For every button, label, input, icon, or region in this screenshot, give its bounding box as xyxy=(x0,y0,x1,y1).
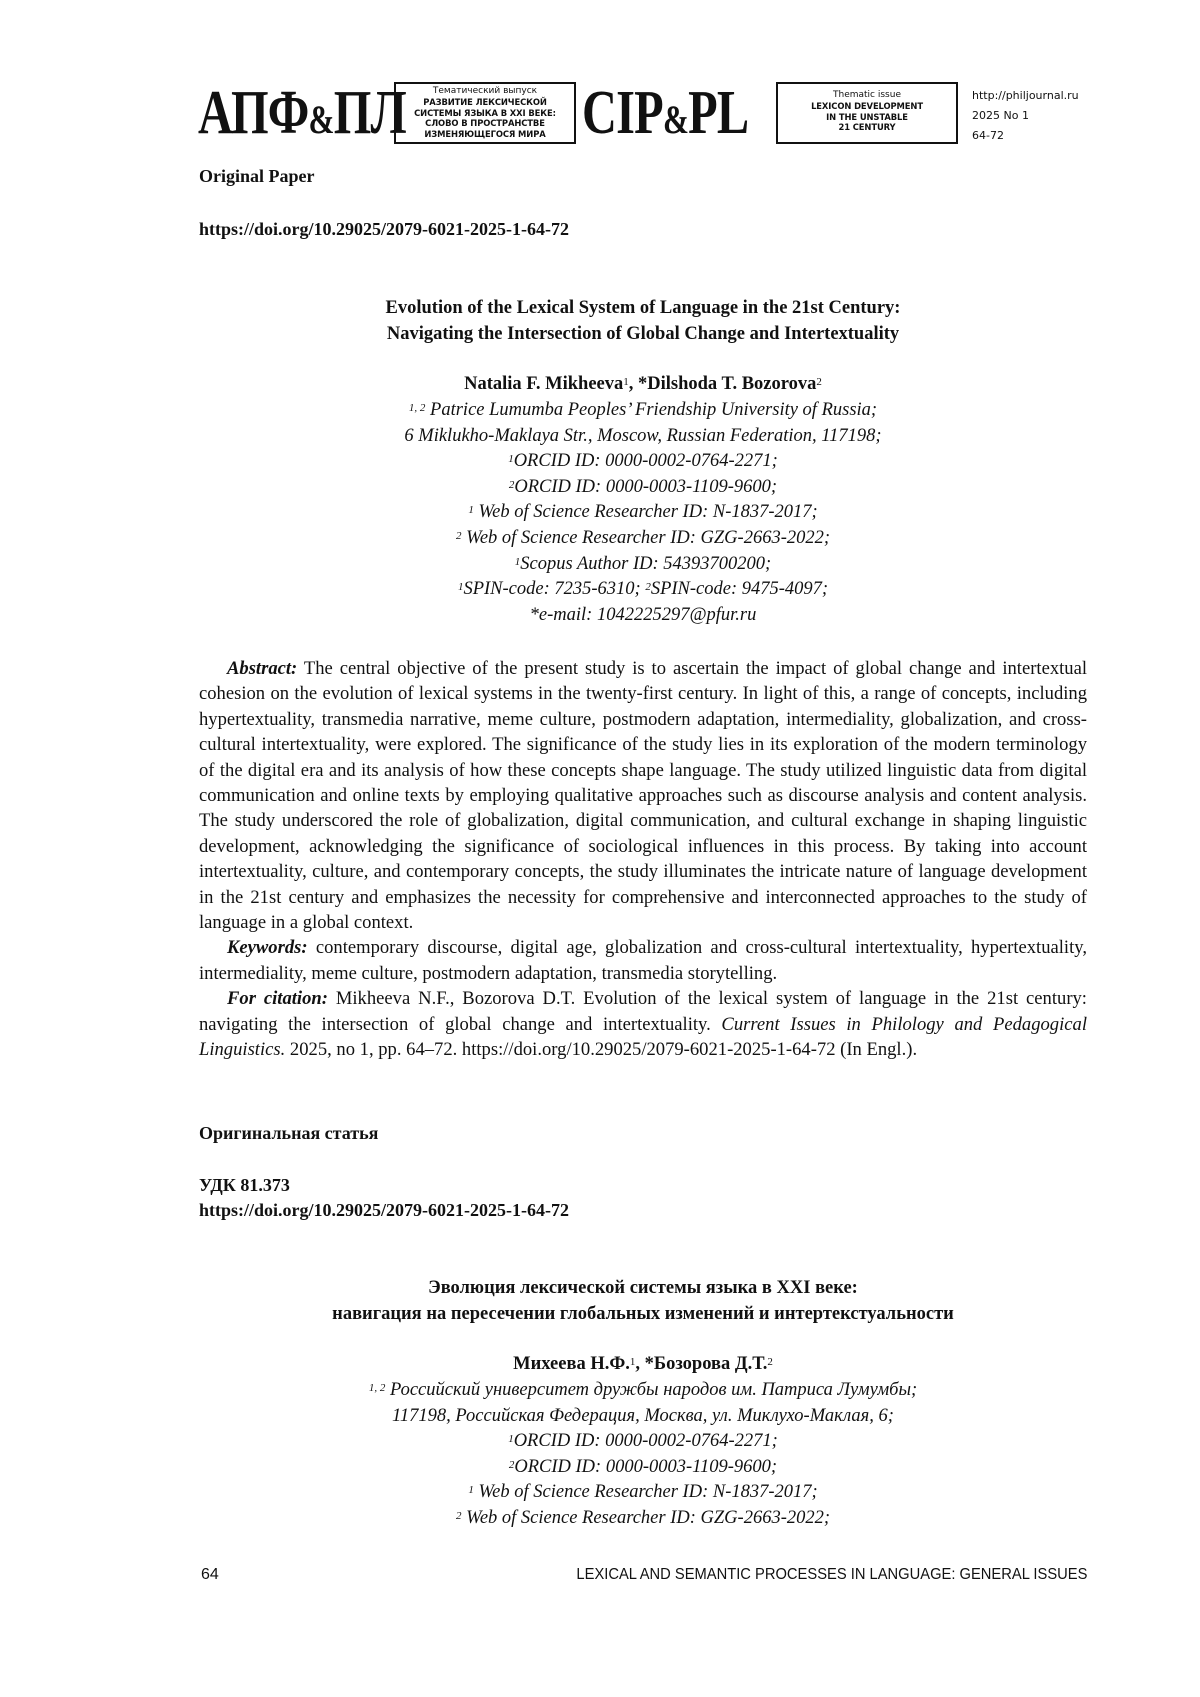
doi-link-ru[interactable]: https://doi.org/10.29025/2079-6021-2025-1-64-72 xyxy=(199,1200,569,1220)
author-bozorova-ru: *Бозорова Д.Т. xyxy=(644,1354,768,1374)
article-title-en: Evolution of the Lexical System of Language in the 21st Century: Navigating the Intersection of Global Change and Intertextuality xyxy=(385,298,901,344)
doi-link-en[interactable]: https://doi.org/10.29025/2079-6021-2025-1-64-72 xyxy=(199,219,569,239)
journal-logo-ru: АПФ&ПЛ xyxy=(198,79,406,147)
page-range: 64-72 xyxy=(972,129,1004,142)
issue-meta xyxy=(972,86,1079,146)
thematic-issue-box-ru: Тематический выпуск РАЗВИТИЕ ЛЕКСИЧЕСКОЙ СИСТЕМЫ ЯЗЫКА В XXI ВЕКЕ: СЛОВО В ПРОСТРАНСТВЕ ИЗМЕНЯЮЩЕГОСЯ МИРА xyxy=(394,82,576,144)
author-bozorova-en: *Dilshoda T. Bozorova xyxy=(638,374,817,394)
authors-ru: Михеева Н.Ф.$^1$, *Бозорова Д.Т.$^2$ xyxy=(513,1354,773,1374)
journal-logo-en: CIP&PL xyxy=(582,79,749,147)
journal-header xyxy=(198,80,1098,146)
authors-en: Natalia F. Mikheeva$^1$, *Dilshoda T. Bozorova$^2$ xyxy=(464,374,822,394)
abstract-paragraph: Abstract: The central objective of the present study is to ascertain the impact of global change and intertextual cohesion on the evolution of lexical systems in the twenty-first century. In light of this, a range of concepts, including hypertextuality, transmedia narrative, meme culture, postmodern adaptation, intermediality, globalization, and cross-cultural intertextuality, were explored. The significance of the study lies in its exploration of the modern terminology of the digital era and its analysis of how these concepts shape language. The study utilized linguistic data from digital communication and online texts by employing qualitative approaches such as discourse analysis and content analysis. The study underscored the role of globalization, digital communication, and cultural exchange in shaping linguistic development, acknowledging the significance of sociological influences in this process. By taking into account intertextuality, culture, and contemporary concepts, the study illuminates the intricate nature of language development in the 21st century and emphasizes the necessity for comprehensive and interconnected approaches to the study of language in a global context. xyxy=(199,658,1088,934)
thematic-issue-label-ru: Тематический выпуск xyxy=(432,86,538,96)
journal-url[interactable]: http://philjournal.ru xyxy=(972,89,1079,102)
abstract-section xyxy=(199,656,1087,1063)
udc-code: УДК 81.373 xyxy=(199,1175,290,1195)
page-number: 64 xyxy=(201,1566,219,1583)
issue-number: 2025 No 1 xyxy=(972,109,1029,122)
citation-paragraph: For citation: Mikheeva N.F., Bozorova D.T. Evolution of the lexical system of language in the 21st century: navigating the intersection of global change and intertextuality. Current Issues in Philology and Pedagogical Linguistics. 2025, no 1, pp. 64–72. https://doi.org/10.29025/2079-6021-2025-1-64-72 (In Engl.). xyxy=(199,988,1087,1061)
thematic-issue-label-en: Thematic issue xyxy=(833,90,901,100)
author-mikheeva-en: Natalia F. Mikheeva xyxy=(464,374,624,394)
affiliations-ru: $^{1, 2}$ Российский университет дружбы народов им. Патриса Лумумбы; 117198, Российская Федерация, Москва, ул. Миклухо-Маклая, 6; $^1$ORCID ID: 0000-0002-0764-2271; $^2$ORCID ID: 0000-0003-1109-9600; $^1$ Web of Science Researcher ID: N-1837-2017; $^2$ Web of Science Researcher ID: GZG-2663-2022; xyxy=(368,1380,918,1528)
paper-type-en: Original Paper xyxy=(199,166,315,186)
thematic-issue-box-en: Thematic issue LEXICON DEVELOPMENT IN THE UNSTABLE 21 CENTURY xyxy=(776,82,958,144)
author-mikheeva-ru: Михеева Н.Ф. xyxy=(513,1354,630,1374)
keywords-paragraph: Keywords: contemporary discourse, digital age, globalization and cross-cultural intertextuality, hypertextuality, intermediality, meme culture, postmodern adaptation, transmedia storytelling. xyxy=(199,937,1087,984)
affiliations-en: $^{1, 2}$ Patrice Lumumba Peoples’ Friendship University of Russia; 6 Miklukho-Maklaya Str., Moscow, Russian Federation, 117198; $^1$ORCID ID: 0000-0002-0764-2271; $^2$ORCID ID: 0000-0003-1109-9600; $^1$ Web of Science Researcher ID: N-1837-2017; $^2$ Web of Science Researcher ID: GZG-2663-2022; $^1$Scopus Author ID: 54393700200; $^1$SPIN-code: 7235-6310; $^2$SPIN-code: 9475-4097; *e-mail: 1042225297@pfur.ru xyxy=(199,398,1087,628)
paper-type-ru: Оригинальная статья xyxy=(199,1123,379,1143)
article-title-ru: Эволюция лексической системы языка в XXI веке: навигация на пересечении глобальных изменений и интертекстуальности xyxy=(332,1278,954,1324)
email-en: *e-mail: 1042225297@pfur.ru xyxy=(529,604,757,625)
running-footer-section: LEXICAL AND SEMANTIC PROCESSES IN LANGUAGE: GENERAL ISSUES xyxy=(576,1566,1087,1583)
